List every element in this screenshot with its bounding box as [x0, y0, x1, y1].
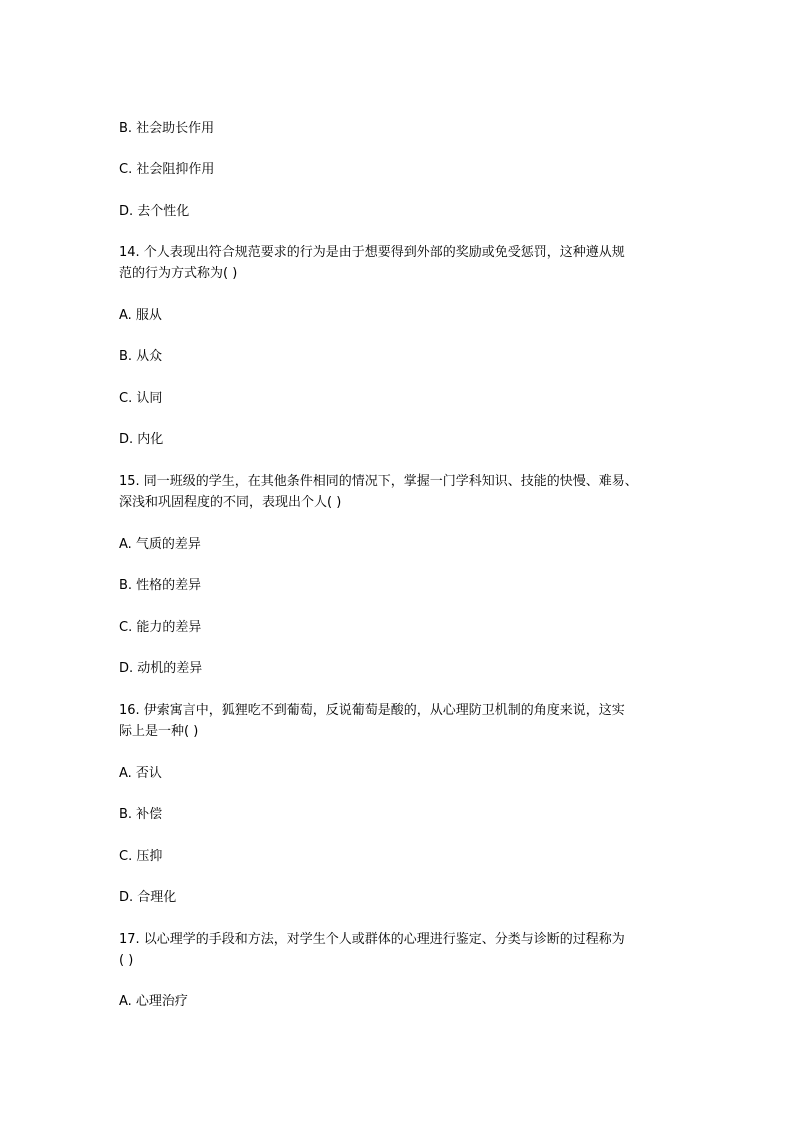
question-14-line-2: 范的行为方式称为( ): [119, 266, 238, 281]
option-14c: C. 认同: [119, 391, 163, 406]
question-17-line-2: ( ): [119, 953, 134, 968]
option-16b: B. 补偿: [119, 807, 163, 822]
option-15a: A. 气质的差异: [119, 537, 201, 552]
question-16-line-1: 16. 伊索寓言中，狐狸吃不到葡萄，反说葡萄是酸的，从心理防卫机制的角度来说，这实: [119, 703, 625, 718]
question-15-line-1: 15. 同一班级的学生，在其他条件相同的情况下，掌握一门学科知识、技能的快慢、难易、: [119, 474, 638, 489]
option-15d: D. 动机的差异: [119, 661, 203, 676]
option-14b: B. 从众: [119, 349, 163, 364]
option-14a: A. 服从: [119, 308, 162, 323]
question-16-line-2: 际上是一种( ): [119, 724, 199, 739]
option-13b: B. 社会助长作用: [119, 121, 215, 136]
option-16a: A. 否认: [119, 766, 162, 781]
option-16c: C. 压抑: [119, 849, 163, 864]
option-15c: C. 能力的差异: [119, 620, 202, 635]
option-17a: A. 心理治疗: [119, 994, 188, 1009]
option-16d: D. 合理化: [119, 890, 177, 905]
option-13d: D. 去个性化: [119, 204, 190, 219]
option-14d: D. 内化: [119, 432, 164, 447]
question-15-line-2: 深浅和巩固程度的不同，表现出个人( ): [119, 495, 342, 510]
question-17-line-1: 17. 以心理学的手段和方法，对学生个人或群体的心理进行鉴定、分类与诊断的过程称为: [119, 932, 625, 947]
option-15b: B. 性格的差异: [119, 578, 202, 593]
option-13c: C. 社会阻抑作用: [119, 162, 215, 177]
question-14-line-1: 14. 个人表现出符合规范要求的行为是由于想要得到外部的奖励或免受惩罚，这种遵从规: [119, 245, 625, 260]
